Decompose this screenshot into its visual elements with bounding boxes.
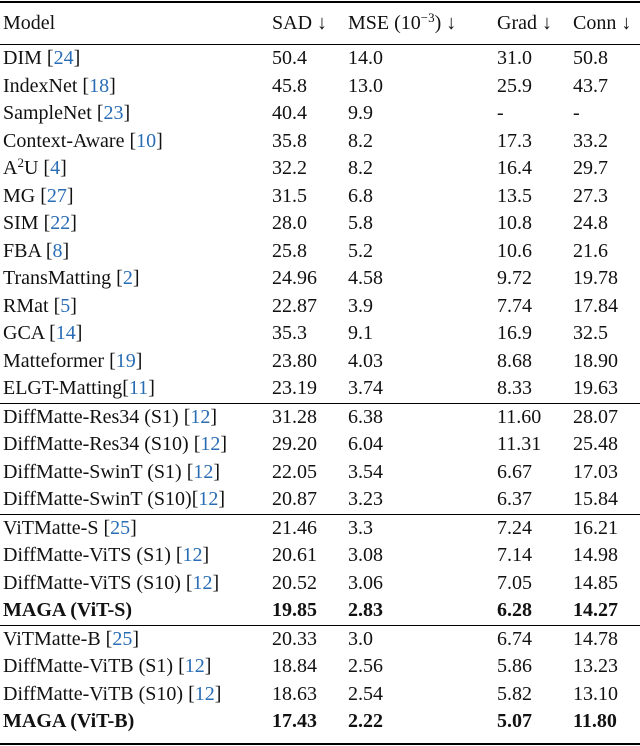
cell-mse: 9.1 (348, 322, 373, 344)
cell-grad: 17.3 (497, 129, 532, 152)
cell-conn: 13.23 (573, 655, 618, 677)
citation-link: 19 (115, 349, 136, 372)
cell-grad: 10.6 (497, 239, 532, 262)
table-row (0, 542, 640, 570)
cell-grad: 6.74 (497, 627, 532, 650)
cell-mse: 2.54 (348, 682, 383, 705)
citation-link: 18 (89, 74, 110, 97)
cell-conn: 15.84 (573, 488, 618, 510)
header-mse: MSE $(10^{-3})$ ↓ (348, 10, 457, 34)
cell-mse: 3.23 (348, 488, 383, 510)
header-conn: Conn ↓ (573, 12, 632, 34)
table-row (0, 73, 640, 101)
cell-grad: 11.60 (497, 405, 542, 428)
model-name: MG [27] (3, 184, 74, 207)
table-row (0, 597, 640, 625)
cell-grad: 5.07 (497, 710, 532, 732)
cell-grad: 8.68 (497, 349, 532, 372)
cell-mse: 6.38 (348, 405, 383, 428)
table-row (0, 375, 640, 403)
cell-grad: 10.8 (497, 212, 532, 234)
citation-link: 2 (122, 267, 133, 289)
cell-conn: 16.21 (573, 516, 618, 539)
cell-conn: 14.78 (573, 627, 618, 650)
cell-conn: 32.5 (573, 322, 608, 344)
cell-sad: 22.05 (272, 460, 317, 483)
model-name: GCA [14] (3, 322, 83, 344)
cell-conn: 14.98 (573, 544, 618, 566)
table-row (0, 293, 640, 321)
model-name: DiffMatte-ViTS (S10) [12] (3, 571, 220, 594)
cell-conn: 50.8 (573, 47, 608, 69)
cell-mse: 3.9 (348, 294, 373, 317)
cell-mse: 3.06 (348, 571, 383, 594)
citation-link: 14 (55, 322, 76, 344)
table-row (0, 210, 640, 238)
cell-mse: 3.08 (348, 544, 383, 566)
citation-link: 12 (192, 571, 213, 594)
cell-sad: 40.4 (272, 102, 307, 124)
cell-grad: 9.72 (497, 267, 532, 289)
cell-sad: 23.80 (272, 349, 317, 372)
model-name: DiffMatte-ViTB (S10) [12] (3, 682, 222, 705)
cell-conn: 28.07 (573, 405, 618, 428)
cell-grad: 5.86 (497, 655, 532, 677)
cell-sad: 24.96 (272, 267, 317, 289)
model-name: $A^2U$ [4] (3, 155, 67, 179)
cell-sad: 28.0 (272, 212, 307, 234)
cell-conn: 14.85 (573, 571, 618, 594)
citation-link: 25 (112, 627, 133, 650)
table-row (0, 459, 640, 487)
cell-mse: 13.0 (348, 74, 383, 97)
model-name: DiffMatte-SwinT (S1) [12] (3, 460, 221, 483)
model-name: Matteformer [19] (3, 349, 143, 372)
cell-grad: 7.14 (497, 544, 532, 566)
cell-sad: 23.19 (272, 377, 317, 399)
cell-sad: 20.52 (272, 571, 317, 594)
cell-mse: 6.04 (348, 433, 383, 455)
cell-grad: 7.74 (497, 294, 532, 317)
cell-grad: 7.05 (497, 571, 532, 594)
cell-conn: 43.7 (573, 74, 608, 97)
cell-sad: 18.84 (272, 655, 317, 677)
cell-grad: - (497, 102, 504, 124)
cell-conn: 18.90 (573, 349, 618, 372)
cell-mse: 2.22 (348, 710, 383, 732)
model-name: ELGT-Matting[11] (3, 377, 155, 399)
cell-conn: 14.27 (573, 599, 618, 621)
model-name: DiffMatte-SwinT (S10)[12] (3, 488, 226, 510)
model-name: RMat [5] (3, 294, 77, 317)
table-row (0, 431, 640, 459)
model-name: ViTMatte-S [25] (3, 516, 137, 539)
table-row (0, 100, 640, 128)
cell-sad: 35.3 (272, 322, 307, 344)
table-row (0, 348, 640, 376)
citation-link: 11 (128, 377, 149, 399)
table-row (0, 238, 640, 266)
cell-grad: 6.67 (497, 460, 532, 483)
cell-sad: 31.5 (272, 184, 307, 207)
citation-link: 22 (50, 212, 71, 234)
model-name: TransMatting [2] (3, 267, 140, 289)
citation-link: 5 (60, 294, 71, 317)
cell-sad: 20.33 (272, 627, 317, 650)
header-grad: Grad ↓ (497, 12, 552, 34)
cell-sad: 50.4 (272, 47, 307, 69)
citation-link: 8 (52, 239, 63, 262)
cell-mse: 3.3 (348, 516, 373, 539)
model-name: DIM [24] (3, 47, 81, 69)
cell-sad: 35.8 (272, 129, 307, 152)
cell-grad: 31.0 (497, 47, 532, 69)
table-row (0, 265, 640, 293)
table-row (0, 486, 640, 514)
cell-sad: 45.8 (272, 74, 307, 97)
cell-mse: 2.83 (348, 599, 383, 621)
table-row (0, 128, 640, 156)
citation-link: 12 (194, 682, 215, 705)
cell-mse: 8.2 (348, 129, 373, 152)
table-row (0, 155, 640, 183)
cell-mse: 4.58 (348, 267, 383, 289)
model-name: IndexNet [18] (3, 74, 116, 97)
cell-grad: 16.9 (497, 322, 532, 344)
cell-conn: 21.6 (573, 239, 608, 262)
model-name: SIM [22] (3, 212, 77, 234)
citation-link: 12 (198, 488, 219, 510)
header-sad: SAD ↓ (272, 12, 328, 34)
model-name: FBA [8] (3, 239, 70, 262)
cell-mse: 9.9 (348, 102, 373, 124)
citation-link: 12 (182, 544, 203, 566)
table-row (0, 626, 640, 654)
model-name: DiffMatte-Res34 (S10) [12] (3, 433, 228, 455)
cell-conn: - (573, 102, 580, 124)
bottom-rule (0, 743, 640, 745)
cell-conn: 29.7 (573, 157, 608, 179)
cell-grad: 6.28 (497, 599, 532, 621)
citation-link: 10 (136, 129, 157, 152)
cell-conn: 19.78 (573, 267, 618, 289)
cell-grad: 7.24 (497, 516, 532, 539)
cell-conn: 11.80 (573, 710, 617, 732)
model-name: MAGA (ViT-B) (3, 710, 135, 732)
cell-sad: 18.63 (272, 682, 317, 705)
table-row (0, 653, 640, 681)
cell-grad: 25.9 (497, 74, 532, 97)
superscript: 2 (17, 155, 24, 170)
table-row (0, 183, 640, 211)
cell-mse: 3.74 (348, 377, 383, 399)
header-row (0, 2, 640, 44)
citation-link: 24 (53, 47, 74, 69)
cell-conn: 24.8 (573, 212, 608, 234)
table-row (0, 45, 640, 73)
cell-sad: 19.85 (272, 599, 317, 621)
citation-link: 12 (190, 405, 211, 428)
cell-conn: 17.84 (573, 294, 618, 317)
model-name: ViTMatte-B [25] (3, 627, 140, 650)
cell-conn: 27.3 (573, 184, 608, 207)
cell-grad: 8.33 (497, 377, 532, 399)
table-row (0, 570, 640, 598)
cell-grad: 13.5 (497, 184, 532, 207)
cell-grad: 11.31 (497, 433, 542, 455)
citation-link: 12 (200, 433, 221, 455)
cell-mse: 4.03 (348, 349, 383, 372)
citation-link: 25 (110, 516, 131, 539)
cell-conn: 13.10 (573, 682, 618, 705)
cell-mse: 3.0 (348, 627, 373, 650)
cell-mse: 3.54 (348, 460, 383, 483)
cell-sad: 29.20 (272, 433, 317, 455)
cell-sad: 20.61 (272, 544, 317, 566)
model-name: DiffMatte-ViTB (S1) [12] (3, 655, 212, 677)
citation-link: 23 (103, 102, 124, 124)
model-name: Context-Aware [10] (3, 129, 163, 152)
cell-sad: 25.8 (272, 239, 307, 262)
cell-conn: 33.2 (573, 129, 608, 152)
cell-sad: 17.43 (272, 710, 317, 732)
cell-mse: 5.2 (348, 239, 373, 262)
citation-link: 27 (46, 184, 67, 207)
cell-sad: 21.46 (272, 516, 317, 539)
citation-link: 12 (193, 460, 214, 483)
cell-sad: 32.2 (272, 157, 307, 179)
table-row (0, 515, 640, 543)
header-model: Model (3, 12, 56, 34)
cell-sad: 20.87 (272, 488, 317, 510)
cell-sad: 31.28 (272, 405, 317, 428)
cell-grad: 6.37 (497, 488, 532, 510)
cell-conn: 19.63 (573, 377, 618, 399)
cell-mse: 8.2 (348, 157, 373, 179)
cell-grad: 16.4 (497, 157, 532, 179)
model-name: SampleNet [23] (3, 102, 131, 124)
citation-link: 4 (50, 157, 61, 179)
cell-conn: 17.03 (573, 460, 618, 483)
cell-conn: 25.48 (573, 433, 618, 455)
table-row (0, 320, 640, 348)
cell-mse: 2.56 (348, 655, 383, 677)
model-name: MAGA (ViT-S) (3, 599, 133, 621)
cell-mse: 5.8 (348, 212, 373, 234)
citation-link: 12 (184, 655, 205, 677)
cell-sad: 22.87 (272, 294, 317, 317)
table-row (0, 404, 640, 432)
table-row (0, 708, 640, 736)
cell-mse: 14.0 (348, 47, 383, 69)
cell-mse: 6.8 (348, 184, 373, 207)
model-name: DiffMatte-ViTS (S1) [12] (3, 544, 210, 566)
cell-grad: 5.82 (497, 682, 532, 705)
model-name: DiffMatte-Res34 (S1) [12] (3, 405, 218, 428)
table-row (0, 681, 640, 709)
